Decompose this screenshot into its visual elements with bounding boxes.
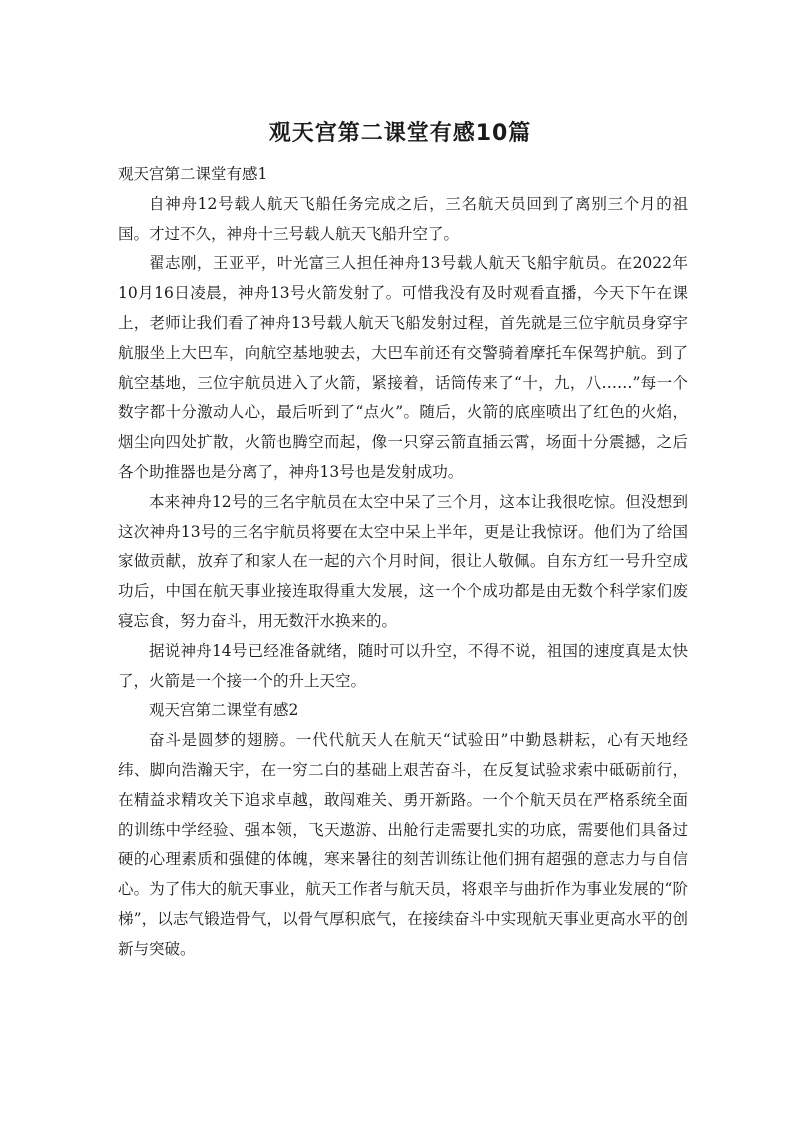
paragraph: 翟志刚，王亚平，叶光富三人担任神舟13号载人航天飞船宇航员。在2022年10月16日凌晨，神舟13号火箭发射了。可惜我没有及时观看直播，今天下午在课上，老师让我们看了神舟13号载人航天飞船发射过程，首先就是三位宇航员身穿宇航服坐上大巴车，向航空基地驶去，大巴车前还有交警骑着摩托车保驾护航。到了航空基地，三位宇航员进入了火箭，紧接着，话筒传来了“十，九，八……”每一个数字都十分激动人心，最后听到了“点火”。随后，火箭的底座喷出了红色的火焰，烟尘向四处扩散，火箭也腾空而起，像一只穿云箭直插云霄，场面十分震撼，之后各个助推器也是分离了，神舟13号也是发射成功。: [118, 254, 688, 481]
paragraph: 本来神舟12号的三名宇航员在太空中呆了三个月，这本让我很吃惊。但没想到这次神舟13号的三名宇航员将要在太空中呆上半年，更是让我惊讶。他们为了给国家做贡献，放弃了和家人在一起的六个月时间，很让人敬佩。自东方红一号升空成功后，中国在航天事业接连取得重大发展，这一个个成功都是由无数个科学家们废寝忘食，努力奋斗，用无数汗水换来的。: [118, 492, 688, 630]
section-heading: 观天宫第二课堂有感2: [149, 701, 299, 720]
paragraph: 据说神舟14号已经准备就绪，随时可以升空，不得不说，祖国的速度真是太快了，火箭是一个接一个的升上天空。: [118, 641, 688, 690]
paragraph: 奋斗是圆梦的翅膀。一代代航天人在航天“试验田”中勤恳耕耘，心有天地经纬、脚向浩瀚天宇，在一穷二白的基础上艰苦奋斗，在反复试验求索中砥砺前行，在精益求精攻关下追求卓越，敢闯难关、勇开新路。一个个航天员在严格系统全面的训练中学经验、强本领，飞天遨游、出舱行走需要扎实的功底，需要他们具备过硬的心理素质和强健的体魄，寒来暑往的刻苦训练让他们拥有超强的意志力与自信心。为了伟大的航天事业，航天工作者与航天员，将艰辛与曲折作为事业发展的“阶梯”，以志气锻造骨气，以骨气厚积底气，在接续奋斗中实现航天事业更高水平的创新与突破。: [118, 731, 688, 958]
document-title: 观天宫第二课堂有感10篇: [268, 121, 532, 146]
paragraph: 自神舟12号载人航天飞船任务完成之后，三名航天员回到了离别三个月的祖国。才过不久，神舟十三号载人航天飞船升空了。: [118, 194, 688, 243]
section-heading: 观天宫第二课堂有感1: [118, 165, 268, 183]
document-body: [118, 160, 688, 965]
